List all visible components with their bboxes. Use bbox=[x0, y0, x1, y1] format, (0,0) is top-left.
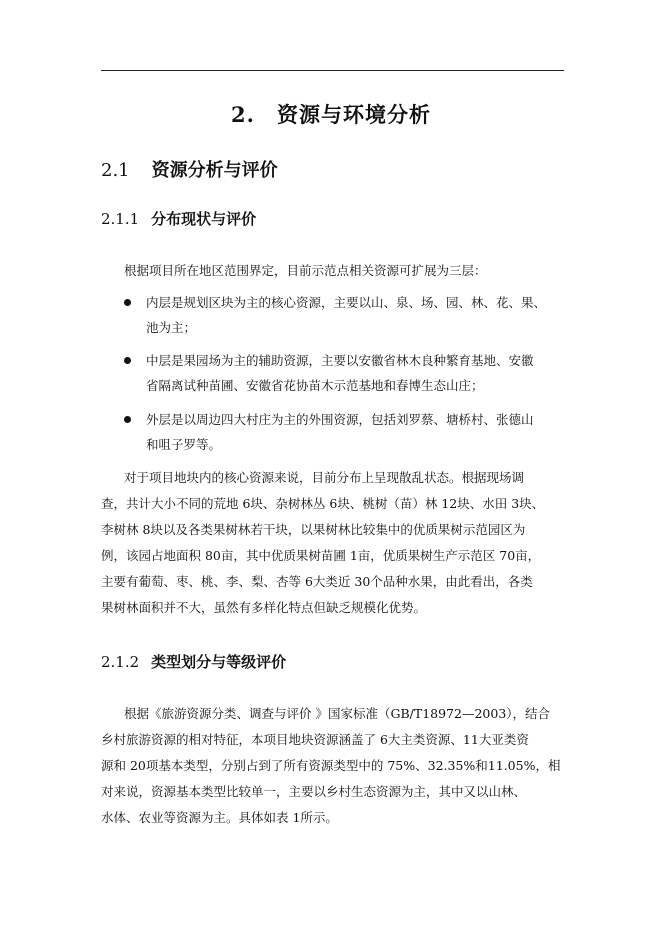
subsection-title: 分布现状与评价 bbox=[151, 210, 257, 228]
para1-line: 果树林面积并不大，虽然有多样化特点但缺乏规模化优势。 bbox=[101, 600, 427, 615]
section-title: 资源分析与评价 bbox=[151, 160, 278, 181]
para2-line: 源和 20项基本类型，分别占到了所有资源类型中的 75%、32.35%和11.05%，相 bbox=[101, 758, 561, 773]
bullet-3-line-2: 和咀子罗等。 bbox=[146, 437, 222, 452]
section-heading bbox=[101, 156, 278, 182]
chapter-number: 2. bbox=[231, 102, 255, 127]
para1-line: 例，该园占地面积 80亩，其中优质果树苗圃 1亩，优质果树生产示范区 70亩， bbox=[101, 548, 541, 563]
intro-text: 根据项目所在地区范围界定，目前示范点相关资源可扩展为三层： bbox=[124, 263, 487, 278]
chapter-title: 资源与环境分析 bbox=[276, 102, 431, 127]
bullet-3-line-1: 外层是以周边四大村庄为主的外围资源，包括刘罗蔡、塘桥村、张德山 bbox=[146, 412, 534, 427]
subsection-heading-211 bbox=[101, 208, 256, 229]
chapter-heading bbox=[0, 99, 662, 129]
para2-line: 水体、农业等资源为主。具体如表 1所示。 bbox=[101, 810, 338, 825]
para2-line: 乡村旅游资源的相对特征，本项目地块资源涵盖了 6大主类资源、11大亚类资 bbox=[101, 732, 529, 747]
para1-line: 李树林 8块以及各类果树林若干块，以果树林比较集中的优质果树示范园区为 bbox=[101, 522, 526, 537]
bullet-1-line-1: 内层是规划区块为主的核心资源，主要以山、泉、场、园、林、花、果、 bbox=[146, 295, 547, 310]
para1-line: 主要有葡萄、枣、桃、李、梨、杏等 6大类近 30个品种水果，由此看出，各类 bbox=[101, 574, 533, 589]
subsection-number: 2.1.1 bbox=[101, 210, 140, 228]
bullet-1-line-2: 池为主； bbox=[146, 320, 197, 335]
bullet-dot bbox=[124, 416, 131, 423]
subsection-heading-212 bbox=[101, 651, 286, 672]
header-rule bbox=[101, 70, 564, 71]
para1-line: 对于项目地块内的核心资源来说，目前分布上呈现散乱状态。根据现场调 bbox=[124, 470, 525, 485]
para2-line: 对来说，资源基本类型比较单一，主要以乡村生态资源为主，其中又以山林、 bbox=[101, 784, 527, 799]
subsection-title: 类型划分与等级评价 bbox=[151, 653, 287, 671]
bullet-2-line-1: 中层是果园场为主的辅助资源，主要以安徽省林木良种繁育基地、安徽 bbox=[146, 353, 534, 368]
para2-line: 根据《旅游资源分类、调查与评价 》国家标准（GB/T18972—2003），结合 bbox=[124, 706, 551, 721]
bullet-dot bbox=[124, 357, 131, 364]
section-number: 2.1 bbox=[101, 160, 130, 181]
bullet-dot bbox=[124, 299, 131, 306]
subsection-number: 2.1.2 bbox=[101, 653, 140, 671]
para1-line: 查，共计大小不同的荒地 6块、杂树林丛 6块、桃树（苗）林 12块、水田 3块、 bbox=[101, 496, 545, 511]
bullet-2-line-2: 省隔离试种苗圃、安徽省花协苗木示范基地和春博生态山庄； bbox=[146, 378, 484, 393]
